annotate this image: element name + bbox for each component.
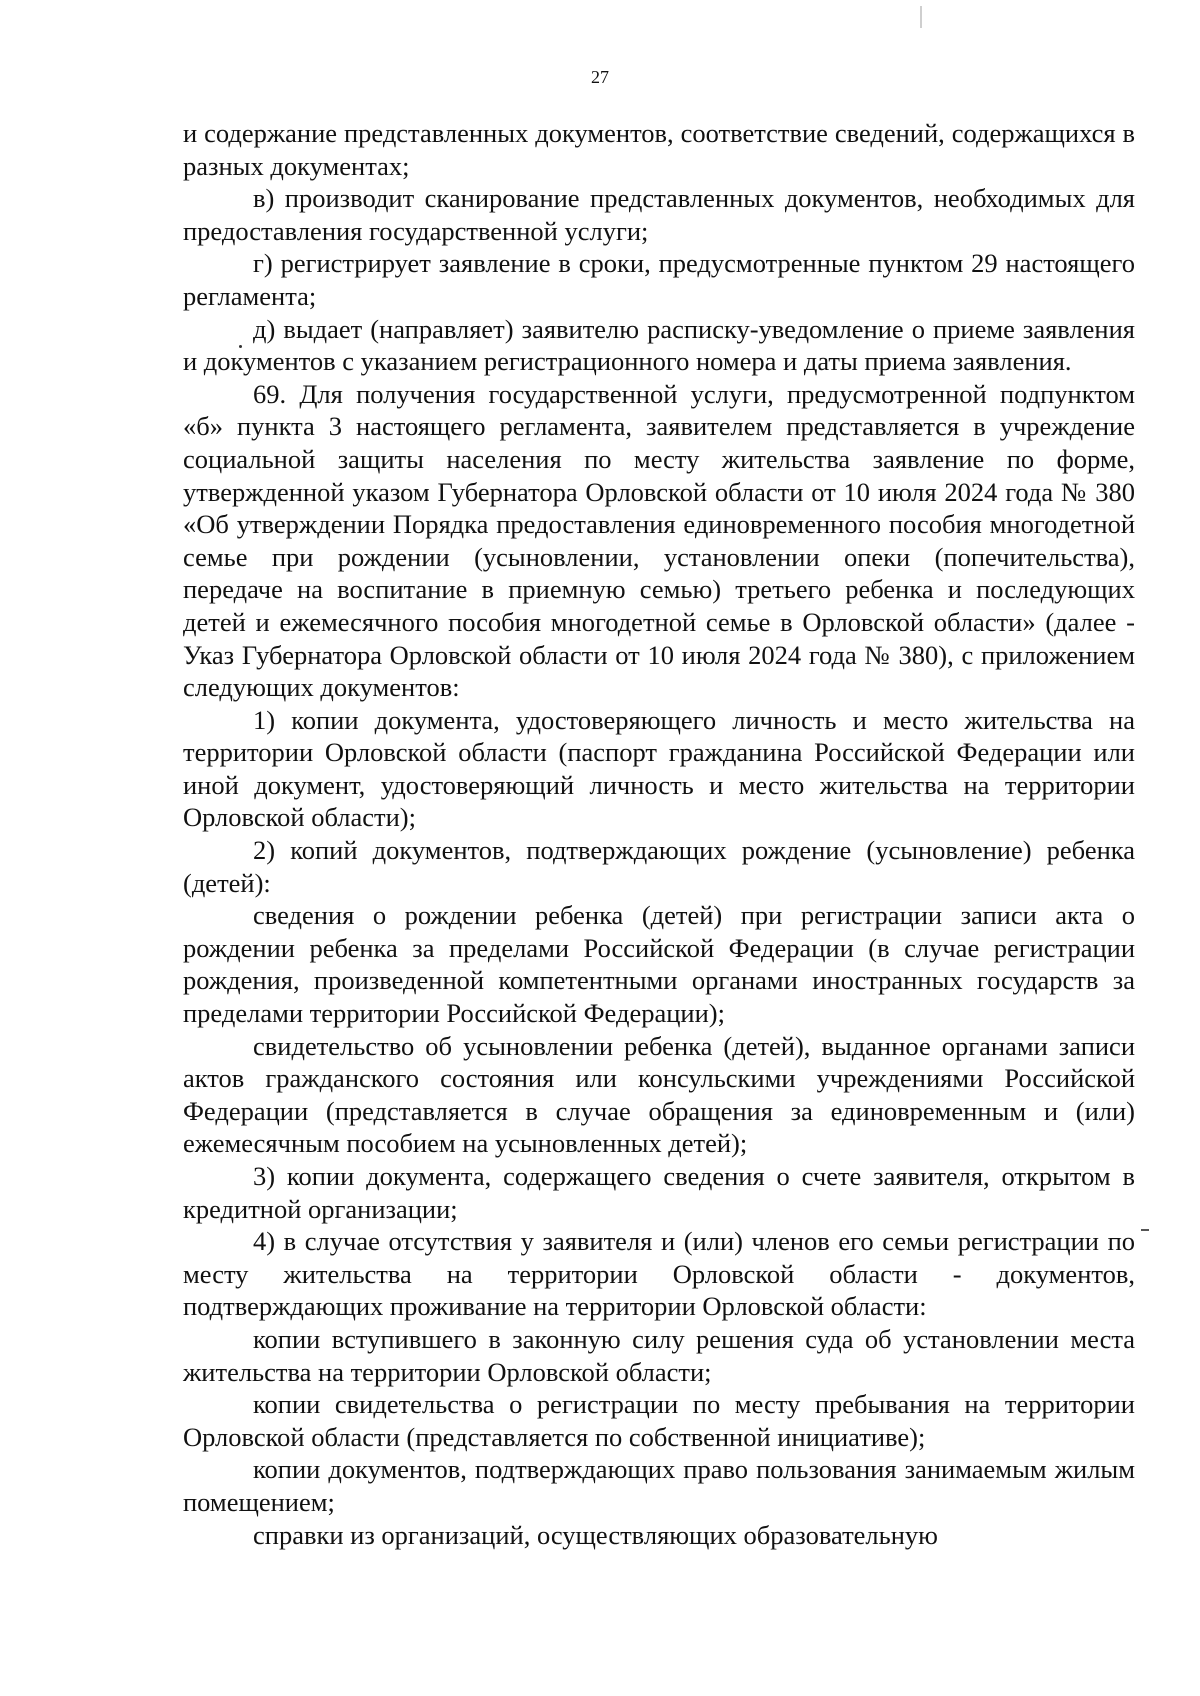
paragraph-continuation: и содержание представленных документов, соответствие сведений, содержащихся в разных документах; [183,118,1135,181]
paragraph-housing-documents: копии документов, подтверждающих право пользования занимаемым жилым помещением; [183,1454,1135,1517]
paragraph-item-4: 4) в случае отсутствия у заявителя и (или) членов его семьи регистрации по месту жительства на территории Орловской области - документов, подтверждающих проживание на территории Орловской области: [183,1226,1135,1322]
paragraph-item-d: д) выдает (направляет) заявителю расписку-уведомление о приеме заявления и документов с указанием регистрационного номера и даты приема заявления. [183,313,1135,377]
scan-artifact-mark [920,6,922,28]
paragraph-item-2: 2) копий документов, подтверждающих рождение (усыновление) ребенка (детей): [183,835,1135,898]
paragraph-item-3: 3) копии документа, содержащего сведения о счете заявителя, открытом в кредитной организации; [183,1161,1135,1224]
paragraph-birth-info: сведения о рождении ребенка (детей) при регистрации записи акта о рождении ребенка за пределами Российской Федерации (в случае регистрации рождения, произведенной компетентными органами иностранных государств за пределами территории Российской Федерации); [183,900,1135,1029]
paragraph-item-g: г) регистрирует заявление в сроки, предусмотренные пунктом 29 настоящего регламента; [183,248,1135,311]
scan-artifact-dash [1141,1229,1149,1231]
paragraph-item-v: в) производит сканирование представленных документов, необходимых для предоставления государственной услуги; [183,183,1135,246]
paragraph-court-decision: копии вступившего в законную силу решения суда об установлении места жительства на территории Орловской области; [183,1323,1135,1387]
paragraph-69: 69. Для получения государственной услуги, предусмотренной подпунктом «б» пункта 3 настоящего регламента, заявителем представляется в учреждение социальной защиты населения по месту жительства заявление по форме, утвержденной указом Губернатора Орловской области от 10 июля 2024 года № 380 «Об утверждении Порядка предоставления единовременного пособия многодетной семье при рождении (усыновлении, установлении опеки (попечительства), передаче на воспитание в приемную семью) третьего ребенка и последующих детей и ежемесячного пособия многодетной семье в Орловской области» (далее - Указ Губернатора Орловской области от 10 июля 2024 года № 380), с приложением следующих документов: [183,378,1135,703]
paragraph-item-1: 1) копии документа, удостоверяющего личность и место жительства на территории Орловской области (паспорт гражданина Российской Федерации или иной документ, удостоверяющий личность и место жительства на территории Орловской области); [183,704,1135,833]
page-number: 27 [591,67,609,87]
paragraph-registration-certificate: копии свидетельства о регистрации по месту пребывания на территории Орловской области (представляется по собственной инициативе); [183,1389,1135,1452]
paragraph-adoption-certificate: свидетельство об усыновлении ребенка (детей), выданное органами записи актов гражданского состояния или консульскими учреждениями Российской Федерации (представляется в случае обращения за единовременным и (или) ежемесячным пособием на усыновленных детей); [183,1030,1135,1159]
paragraph-certificates-truncated: справки из организаций, осуществляющих образовательную [253,1519,938,1550]
document-body [183,117,1135,1551]
